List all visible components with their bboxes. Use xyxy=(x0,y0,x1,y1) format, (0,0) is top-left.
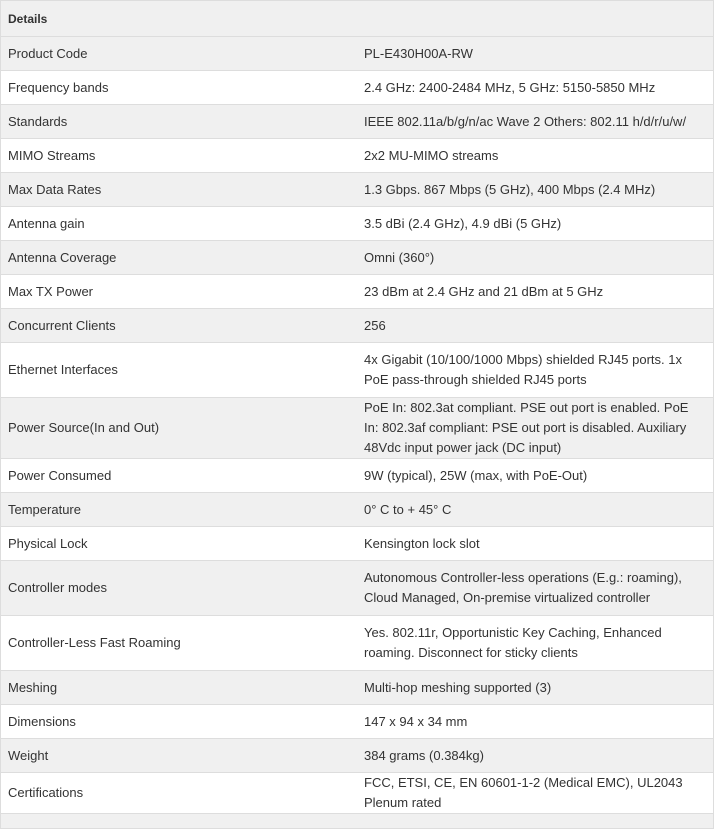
table-footer xyxy=(1,814,714,829)
table-row xyxy=(1,173,714,207)
spec-value: 2x2 MU-MIMO streams xyxy=(357,139,714,173)
table-row xyxy=(1,139,714,173)
table-row xyxy=(1,459,714,493)
spec-label: Max Data Rates xyxy=(1,173,358,207)
table-row xyxy=(1,241,714,275)
spec-value: FCC, ETSI, CE, EN 60601-1-2 (Medical EMC), UL2043 Plenum rated xyxy=(357,773,714,814)
spec-label: Standards xyxy=(1,105,358,139)
spec-label: Meshing xyxy=(1,671,358,705)
spec-label: Antenna gain xyxy=(1,207,358,241)
spec-label: Weight xyxy=(1,739,358,773)
spec-label: Concurrent Clients xyxy=(1,309,358,343)
spec-value: 3.5 dBi (2.4 GHz), 4.9 dBi (5 GHz) xyxy=(357,207,714,241)
spec-label: Controller-Less Fast Roaming xyxy=(1,616,358,671)
spec-value: 0° C to + 45° C xyxy=(357,493,714,527)
spec-value: 2.4 GHz: 2400-2484 MHz, 5 GHz: 5150-5850 MHz xyxy=(357,71,714,105)
table-row xyxy=(1,493,714,527)
spec-value: 147 x 94 x 34 mm xyxy=(357,705,714,739)
spec-value: 4x Gigabit (10/100/1000 Mbps) shielded RJ45 ports. 1x PoE pass-through shielded RJ45 ports xyxy=(357,343,714,398)
spec-label: Max TX Power xyxy=(1,275,358,309)
table-row xyxy=(1,37,714,71)
table-row xyxy=(1,71,714,105)
spec-value: Yes. 802.11r, Opportunistic Key Caching, Enhanced roaming. Disconnect for sticky clients xyxy=(357,616,714,671)
spec-value: 1.3 Gbps. 867 Mbps (5 GHz), 400 Mbps (2.4 MHz) xyxy=(357,173,714,207)
table-row xyxy=(1,527,714,561)
table-row xyxy=(1,309,714,343)
table-row xyxy=(1,561,714,616)
spec-value: PL-E430H00A-RW xyxy=(357,37,714,71)
spec-label: Certifications xyxy=(1,773,358,814)
spec-value: IEEE 802.11a/b/g/n/ac Wave 2 Others: 802.11 h/d/r/u/w/ xyxy=(357,105,714,139)
spec-value: Autonomous Controller-less operations (E.g.: roaming), Cloud Managed, On-premise virtualized controller xyxy=(357,561,714,616)
table-row xyxy=(1,275,714,309)
table-row xyxy=(1,343,714,398)
table-row xyxy=(1,616,714,671)
spec-label: Frequency bands xyxy=(1,71,358,105)
spec-label: Antenna Coverage xyxy=(1,241,358,275)
spec-value: 256 xyxy=(357,309,714,343)
table-row xyxy=(1,207,714,241)
table-row xyxy=(1,105,714,139)
spec-label: Product Code xyxy=(1,37,358,71)
details-title: Details xyxy=(1,1,714,37)
details-header-row xyxy=(1,1,714,37)
spec-label: Ethernet Interfaces xyxy=(1,343,358,398)
spec-value: 9W (typical), 25W (max, with PoE-Out) xyxy=(357,459,714,493)
spec-value: Multi-hop meshing supported (3) xyxy=(357,671,714,705)
spec-value: 23 dBm at 2.4 GHz and 21 dBm at 5 GHz xyxy=(357,275,714,309)
spec-label: Power Source(In and Out) xyxy=(1,398,358,459)
spec-label: Physical Lock xyxy=(1,527,358,561)
table-footer-row xyxy=(1,814,714,829)
spec-value: PoE In: 802.3at compliant. PSE out port is enabled. PoE In: 802.3af compliant: PSE out port is disabled. Auxiliary 48Vdc input power jack (DC input) xyxy=(357,398,714,459)
spec-label: Temperature xyxy=(1,493,358,527)
spec-value: 384 grams (0.384kg) xyxy=(357,739,714,773)
spec-label: Controller modes xyxy=(1,561,358,616)
table-row xyxy=(1,773,714,814)
spec-label: Power Consumed xyxy=(1,459,358,493)
table-row xyxy=(1,671,714,705)
table-row xyxy=(1,705,714,739)
spec-value: Kensington lock slot xyxy=(357,527,714,561)
spec-value: Omni (360°) xyxy=(357,241,714,275)
spec-label: Dimensions xyxy=(1,705,358,739)
spec-label: MIMO Streams xyxy=(1,139,358,173)
table-row xyxy=(1,398,714,459)
table-row xyxy=(1,739,714,773)
